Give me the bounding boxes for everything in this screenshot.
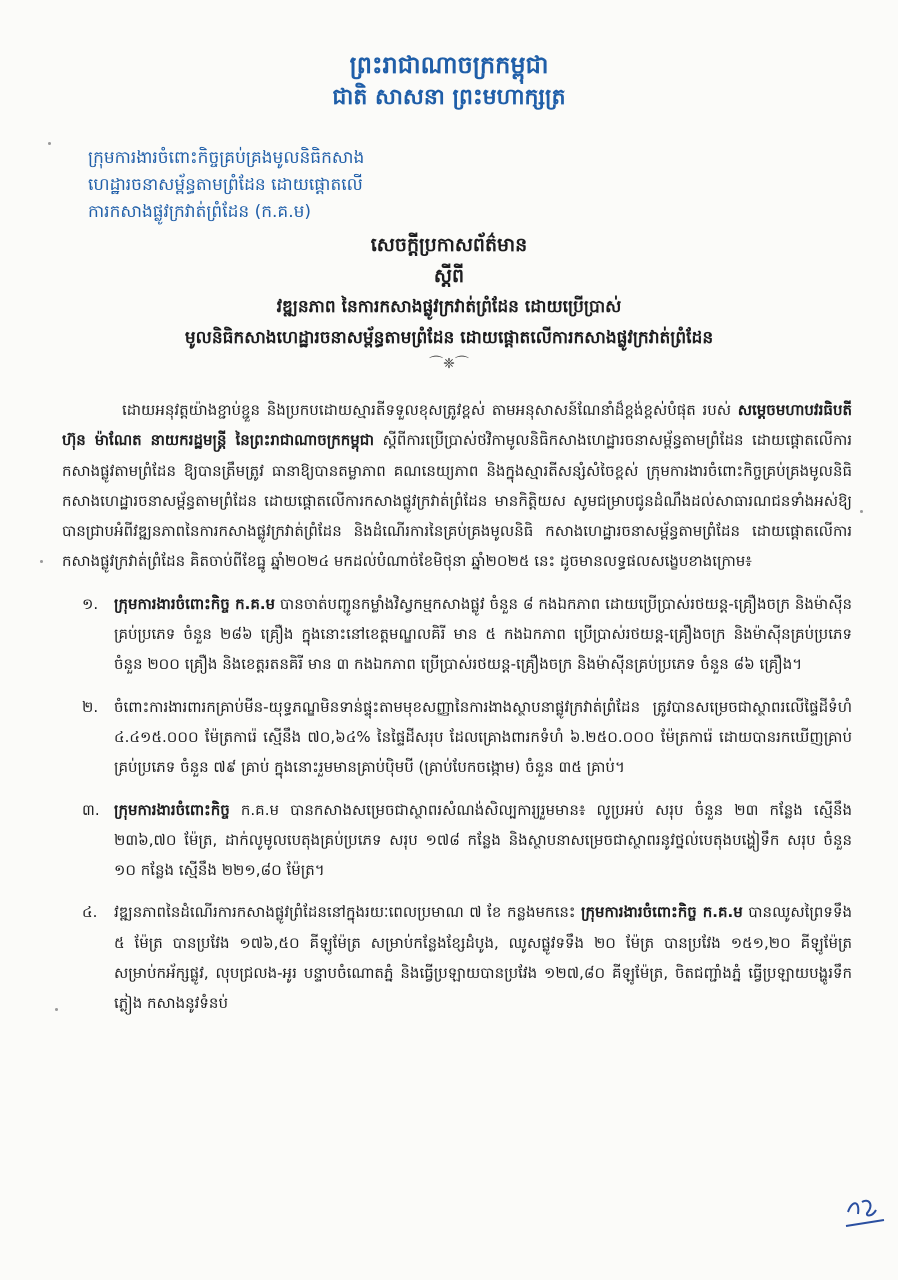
scan-speck: [48, 142, 51, 145]
kingdom-title: ព្រះរាជាណាចក្រកម្ពុជា: [349, 51, 549, 79]
item-bold: ក្រុមការងារចំពោះកិច្ច ក.គ.ម: [580, 903, 743, 922]
item-text: [114, 589, 852, 680]
item-number: ២.: [82, 697, 99, 716]
item-number: ៣.: [82, 800, 100, 819]
title-line: វឌ្ឍនភាព នៃការកសាងផ្លូវក្រវាត់ព្រំដែន ដោយប្រើប្រាស់: [276, 297, 622, 317]
issuer-line: ការកសាងផ្លូវក្រវាត់ព្រំដែន (ក.គ.ម): [88, 202, 312, 222]
ornament-divider: ⌒❈⌒: [429, 356, 469, 372]
document-title: [20, 230, 878, 374]
national-motto: ជាតិ សាសនា ព្រះមហាក្សត្រ: [332, 85, 566, 110]
document-body: [62, 395, 852, 1019]
list-item: [62, 692, 852, 783]
item-text: [114, 795, 852, 886]
document-header: [0, 48, 898, 114]
item-body: ចំពោះការងារពារកគ្រាប់មីន-យុទ្ធភណ្ឌមិនទាន់ផ្ទុះតាមមុខសញ្ញានៃការងាងស្ថាបនាផ្លូវក្រវាត់ព្រំដែន ត្រូវបានសម្រេចជាស្ថាពរលើផ្ទៃដីទំហំ ៤.៤១៥.០០០ ម៉ែត្រការ៉េ ស្មើនឹង ៧០,៦៤% នៃផ្ទៃដីសរុប ដែលគ្រោងពារកទំហំ ៦.២៥០.០០០ ម៉ែត្រការ៉េ ដោយបានរកឃើញគ្រាប់គ្រប់ប្រភេទ ចំនួន ៧៩ គ្រាប់ ក្នុងនោះរួមមានគ្រាប់បុិមបី (គ្រាប់បែកចង្កោម) ចំនួន ៣៥ គ្រាប់។: [114, 697, 852, 777]
item-body: បានឈូសព្រៃទទឹង ៥ ម៉ែត្រ បានប្រវែង ១៧៦,៥០ គីឡូម៉ែត្រ សម្រាប់កន្លែងខ្សែដំបូង, ឈូសផ្លូវទទឹង ២០ ម៉ែត្រ បានប្រវែង ១៥១,២០ គីឡូម៉ែត្រ សម្រាប់កអ័ក្សផ្លូវ, លុបជ្រលង-អូរ បន្ទាបចំណោតភ្នំ និងធ្វើប្រឡាយបានប្រវែង ១២៧,៨០ គីឡូម៉ែត្រ, ចិតជញ្ជាំងភ្នំ ធ្វើប្រឡាយបង្ហូរទឹកភ្លៀង កសាងនូវទំនប់: [114, 903, 852, 1013]
list-item: [62, 897, 852, 1018]
intro-text: ដោយអនុវត្តយ៉ាងខ្ជាប់ខ្ជួន និងប្រកបដោយស្មារតីទទួលខុសត្រូវខ្ពស់ តាមអនុសាសន៍ណែនាំដ៏ខ្ពង់ខ្ពស់បំផុត របស់: [122, 401, 738, 419]
title-line: មូលនិធិកសាងហេដ្ឋារចនាសម្ព័ន្ធតាមព្រំដែន ដោយផ្តោតលើការកសាងផ្លូវក្រវាត់ព្រំដែន: [184, 328, 714, 348]
list-item: [62, 795, 852, 886]
intro-paragraph: [62, 395, 852, 577]
item-body: វឌ្ឍនភាពនៃដំណើរការកសាងផ្លូវព្រំដែននៅក្នុងរយៈពេលប្រមាណ ៧ ខែ កន្លងមកនេះ: [114, 903, 581, 922]
intro-text: ស្តីពីការប្រើប្រាស់ថវិកាមូលនិធិកសាងហេដ្ឋារចនាសម្ព័ន្ធតាមព្រំដែន ដោយផ្តោតលើការកសាងផ្លូវតាមព្រំដែន ឱ្យបានត្រឹមត្រូវ ធានាឱ្យបានតម្លាភាព គណនេយ្យភាព និងក្នុងស្មារតីសន្សំសំចៃខ្ពស់ ក្រុមការងារចំពោះកិច្ចគ្រប់គ្រងមូលនិធិកសាងហេដ្ឋារចនាសម្ព័ន្ធតាមព្រំដែន ដោយផ្តោតលើការកសាងផ្លូវក្រវាត់ព្រំដែន មានកិត្តិយស សូមជម្រាបជូនដំណឹងដល់សាធារណជនទាំងអស់ឱ្យបានជ្រាបអំពីវឌ្ឍនភាពនៃការកសាងផ្លូវក្រវាត់ព្រំដែន និងដំណើរការនៃគ្រប់គ្រងមូលនិធិ កសាងហេដ្ឋារចនាសម្ព័ន្ធតាមព្រំដែន ដោយផ្តោតលើការកសាងផ្លូវក្រវាត់ព្រំដែន គិតចាប់ពីខែធ្នូ ឆ្នាំ២០២៤ មកដល់បំណាច់ខែមិថុនា ឆ្នាំ២០២៥ នេះ ដូចមានលទ្ធផលសង្ខេបខាងក្រោម៖: [62, 431, 852, 571]
title-line: ស្តីពី: [433, 265, 465, 287]
scan-speck: [55, 1008, 58, 1011]
handwritten-page-mark: [842, 1190, 886, 1230]
title-line: សេចក្តីប្រកាសព័ត៌មាន: [370, 234, 528, 256]
scan-speck: [860, 510, 863, 513]
intro-bold-name: សម្តេចមហាបវរធិបតី ហ៊ុន ម៉ាណែត នាយករដ្ឋមន្ត្រី នៃព្រះរាជាណាចក្រកម្ពុជា: [62, 401, 852, 450]
item-text: [114, 897, 852, 1018]
issuer-block: [88, 145, 428, 226]
issuer-line: ហេដ្ឋារចនាសម្ព័ន្ធតាមព្រំដែន ដោយផ្តោតលើ: [88, 175, 363, 195]
item-text: [114, 692, 852, 783]
scan-speck: [40, 560, 43, 563]
item-bold: ក្រុមការងារចំពោះកិច្ច: [114, 800, 230, 819]
item-number: ១.: [82, 594, 99, 613]
item-number: ៤.: [82, 903, 98, 922]
item-body: បានចាត់បញ្ជូនកម្លាំងវិស្វកម្មកសាងផ្លូវ ចំនួន ៨ កងឯកភាព ដោយប្រើប្រាស់រថយន្ត-គ្រឿងចក្រ និងម៉ាស៊ីនគ្រប់ប្រភេទ ចំនួន ២៨៦ គ្រឿង ក្នុងនោះនៅខេត្តមណ្ឌលគិរី មាន ៥ កងឯកភាព ប្រើប្រាស់រថយន្ត-គ្រឿងចក្រ និងម៉ាស៊ីនគ្រប់ប្រភេទ ចំនួន ២០០ គ្រឿង និងខេត្តរតនគិរី មាន ៣ កងឯកភាព ប្រើប្រាស់រថយន្ត-គ្រឿងចក្រ និងម៉ាស៊ីនគ្រប់ប្រភេទ ចំនួន ៨៦ គ្រឿង។: [114, 594, 852, 674]
item-bold: ក្រុមការងារចំពោះកិច្ច ក.គ.ម: [114, 594, 276, 613]
issuer-line: ក្រុមការងារចំពោះកិច្ចគ្រប់គ្រងមូលនិធិកសាង: [88, 148, 365, 168]
list-item: [62, 589, 852, 680]
item-body: ក.គ.ម បានកសាងសម្រេចជាស្ថាពរសំណង់សិល្បការ្យរួមមាន៖ លូប្រអប់ សរុប ចំនួន ២៣ កន្លែង ស្មើនឹង ២៣៦,៧០ ម៉ែត្រ, ដាក់លូមូលបេតុងគ្រប់ប្រភេទ សរុប ១៧៨ កន្លែង និងស្ថាបនាសម្រេចជាស្ថាពរនូវថ្នល់បេតុងបង្ហៀទឹក សរុប ចំនួន ១០ កន្លែង ស្មើនឹង ២២១,៨០ ម៉ែត្រ។: [114, 800, 852, 880]
